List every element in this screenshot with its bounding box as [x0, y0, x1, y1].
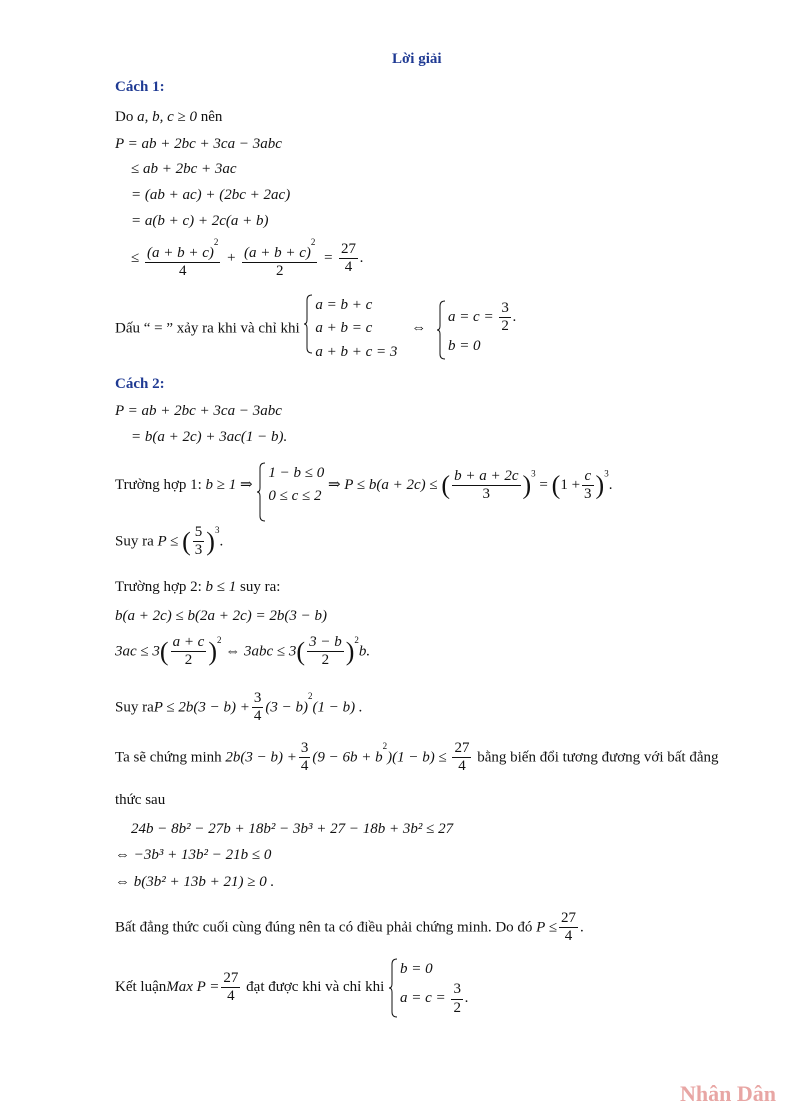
m2-line2: = b(a + 2c) + 3ac(1 − b). [131, 429, 288, 445]
case1-implication: ⇒ P ≤ b(a + 2c) ≤ [327, 476, 438, 493]
m1-line4: = a(b + c) + 2c(a + b) [131, 213, 269, 229]
intro-nen: nên [200, 109, 223, 125]
method2-heading: Cách 2: [115, 376, 165, 392]
case1-result: Suy ra P ≤ ( $\frac{5}{3}$ )$^3$. [115, 524, 224, 559]
method1-intro [115, 110, 222, 125]
fraction-2: $\frac{(a + b + c)^2}{2}$ [244, 237, 316, 280]
iff-symbol: ⇔ [411, 320, 427, 337]
fraction-3: $\frac{27}{4}$ [341, 241, 357, 276]
method1-heading: Cách 1: [115, 79, 165, 95]
case2-label: Trường hợp 2: [115, 579, 202, 595]
prove-line-cont: thức sau [115, 792, 166, 808]
conclusion: Kết luậnMax P = $\frac{27}{4}$ đạt được khi và chỉ khi b = 0 a = c = $\frac{3}{2}$ . [115, 958, 469, 1017]
prove-line: Ta sẽ chứng minh 2b(3 − b) + $\frac{3}{4}$ $(9 - 6b + b^2)(1 - b)$ ≤ $\frac{27}{4}$ bằng biến đổi tương đương với bất đẳng [115, 740, 719, 775]
c2-line2: 3ac ≤ 3( $\frac{a + c}{2}$ )$^2$ ⇔ 3abc ≤ 3( $\frac{3 - b}{2}$ )$^2$b. [115, 634, 371, 669]
final-line: Bất đẳng thức cuối cùng đúng nên ta có điều phải chứng minh. Do đó P ≤ $\frac{27}{4}$ . [115, 910, 584, 945]
left-brace-icon [436, 300, 446, 360]
ineq-line3: ⇔ b(3b² + 13b + 21) ≥ 0 . [115, 874, 275, 890]
case1-system: 1 − b ≤ 0 0 ≤ c ≤ 2 [256, 462, 324, 509]
eq-symbol: = [323, 250, 334, 267]
fraction-1: $\frac{(a + b + c)^2}{4}$ [146, 237, 219, 280]
equality-system: a = b + c a + b = c a + b + c = 3 [303, 294, 397, 364]
case1-condition: b ≥ 1 ⇒ [205, 476, 253, 493]
c2-line1: b(a + 2c) ≤ b(2a + 2c) = 2b(3 − b) [115, 608, 328, 624]
equality-condition [115, 294, 517, 364]
ineq-line1: 24b − 8b² − 27b + 18b² − 3b³ + 27 − 18b + 3b² ≤ 27 [131, 821, 454, 837]
suyra-label: Suy ra [115, 533, 154, 550]
case2-condition: b ≤ 1 [205, 579, 237, 595]
watermark-text: Nhân Dân [680, 1081, 776, 1106]
page-title: Lời giải [392, 51, 442, 67]
case1: Trường hợp 1: b ≥ 1 ⇒ 1 − b ≤ 0 0 ≤ c ≤ 2 ⇒ P ≤ b(a + 2c) ≤ ( $\frac{b + a + 2c}{3}$ )$^3$ = (1 + $\frac{c}{3}$ )$^3$. [115, 462, 612, 509]
m1-line3: = (ab + ac) + (2bc + 2ac) [131, 187, 291, 203]
ineq-line2: ⇔ −3b³ + 13b² − 21b ≤ 0 [115, 847, 272, 863]
intro-do: Do [115, 109, 134, 125]
case1-label: Trường hợp 1: [115, 476, 202, 493]
le-symbol: ≤ [131, 250, 140, 267]
left-brace-icon [388, 958, 398, 1018]
left-brace-icon [303, 294, 313, 354]
intro-condition: a, b, c ≥ 0 [137, 109, 197, 125]
m1-line2: ≤ ab + 2bc + 3ac [131, 161, 237, 177]
nhandan-logo [680, 1075, 776, 1109]
conclusion-system: b = 0 a = c = $\frac{3}{2}$ . [388, 958, 469, 1017]
equality-text: Dấu “ = ” xảy ra khi và chỉ khi [115, 320, 300, 337]
equality-result-system: a = c = $\frac{3}{2}$ . b = 0 [436, 300, 517, 359]
plus-symbol: + [226, 250, 237, 267]
m1-line5: ≤ $\frac{(a + b + c)^2}{4}$ + $\frac{(a + b + c)^2}{2}$ = $\frac{27}{4}$ . [131, 237, 364, 280]
left-brace-icon [256, 462, 266, 522]
m1-line1: P = ab + 2bc + 3ca − 3abc [115, 136, 282, 152]
c2-line3: Suy raP ≤ 2b(3 − b) + $\frac{3}{4}$ $(3 - b)^2(1 - b)$ . [115, 690, 363, 725]
m2-line1: P = ab + 2bc + 3ca − 3abc [115, 403, 282, 419]
case2: Trường hợp 2: b ≤ 1 suy ra: [115, 579, 281, 595]
